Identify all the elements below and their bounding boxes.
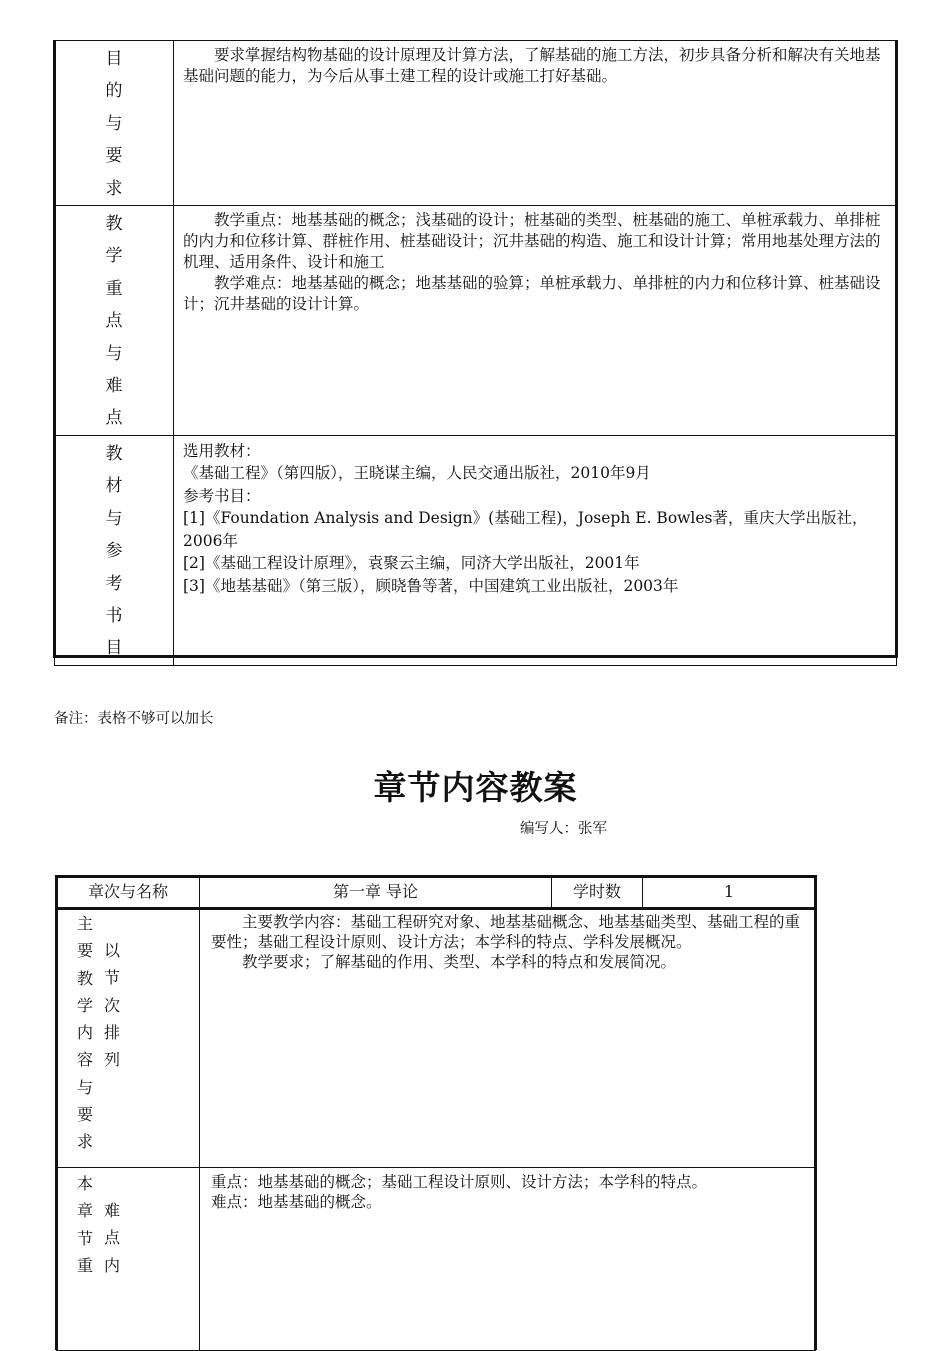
header-chapter-name-label: 章次与名称: [57, 877, 200, 908]
course-info-table: [54, 40, 897, 666]
table-row-content: [57, 908, 816, 1168]
row-label-key-points: 教 学 重 点 与 难 点: [55, 206, 174, 436]
table-row-objectives: [55, 41, 897, 206]
header-hours-label: 学时数: [552, 877, 643, 908]
row-label-textbooks: 教 材 与 参 考 书 目: [55, 435, 174, 665]
row-label-objectives: 目 的 与 要 求: [55, 41, 174, 206]
table-row-key-points: [55, 206, 897, 436]
row-label-key-difficulties: 本 章 节 重 难 点 内: [57, 1168, 200, 1351]
author-line: 编写人：张军: [520, 821, 607, 837]
table-note: 备注：表格不够可以加长: [54, 711, 214, 727]
header-hours-value: 1: [643, 877, 816, 908]
table-row-textbooks: [55, 435, 897, 665]
key-points-content: 教学重点：地基基础的概念；浅基础的设计；桩基础的类型、桩基础的施工、单桩承载力、单排桩的内力和位移计算、群桩作用、桩基础设计；沉井基础的构造、施工和设计计算；常用地基处理方法的机理、适用条件、设计和施工 教学难点：地基基础的概念；地基基础的验算；单桩承载力、单排桩的内力和位移计算、桩基础设计；沉井基础的设计计算。: [174, 206, 897, 436]
table2-header-divider: [55, 908, 817, 910]
table-header-row: [57, 877, 816, 908]
content-requirements-text: 主要教学内容：基础工程研究对象、地基基础概念、地基基础类型、基础工程的重要性；基础工程设计原则、设计方法；本学科的特点、学科发展概况。 教学要求；了解基础的作用、类型、本学科的特点和发展简况。: [200, 908, 816, 1168]
objectives-content: 要求掌握结构物基础的设计原理及计算方法，了解基础的施工方法，初步具备分析和解决有关地基基础问题的能力，为今后从事土建工程的设计或施工打好基础。: [174, 41, 897, 206]
textbooks-content: 选用教材： 《基础工程》（第四版），王晓谋主编，人民交通出版社，2010年9月 参考书目： [1]《Foundation Analysis and Design》(基础工程)，Joseph E. Bowles著，重庆大学出版社，2006年 [2]《基础工程设计原理》，袁聚云主编，同济大学出版社，2001年 [3]《地基基础》（第三版），顾晓鲁等著，中国建筑工业出版社，2003年: [174, 435, 897, 665]
chapter-plan-table: [56, 876, 816, 1351]
header-chapter-title: 第一章 导论: [200, 877, 552, 908]
row-label-content: 主 要 教 学 内 容 与 要 求 以 节 次 排 列: [57, 908, 200, 1168]
page-title: 章节内容教案: [373, 768, 578, 807]
table-row-key-difficulties: [57, 1168, 816, 1351]
key-difficulties-text: 重点：地基基础的概念；基础工程设计原则、设计方法；本学科的特点。 难点：地基基础的概念。: [200, 1168, 816, 1351]
